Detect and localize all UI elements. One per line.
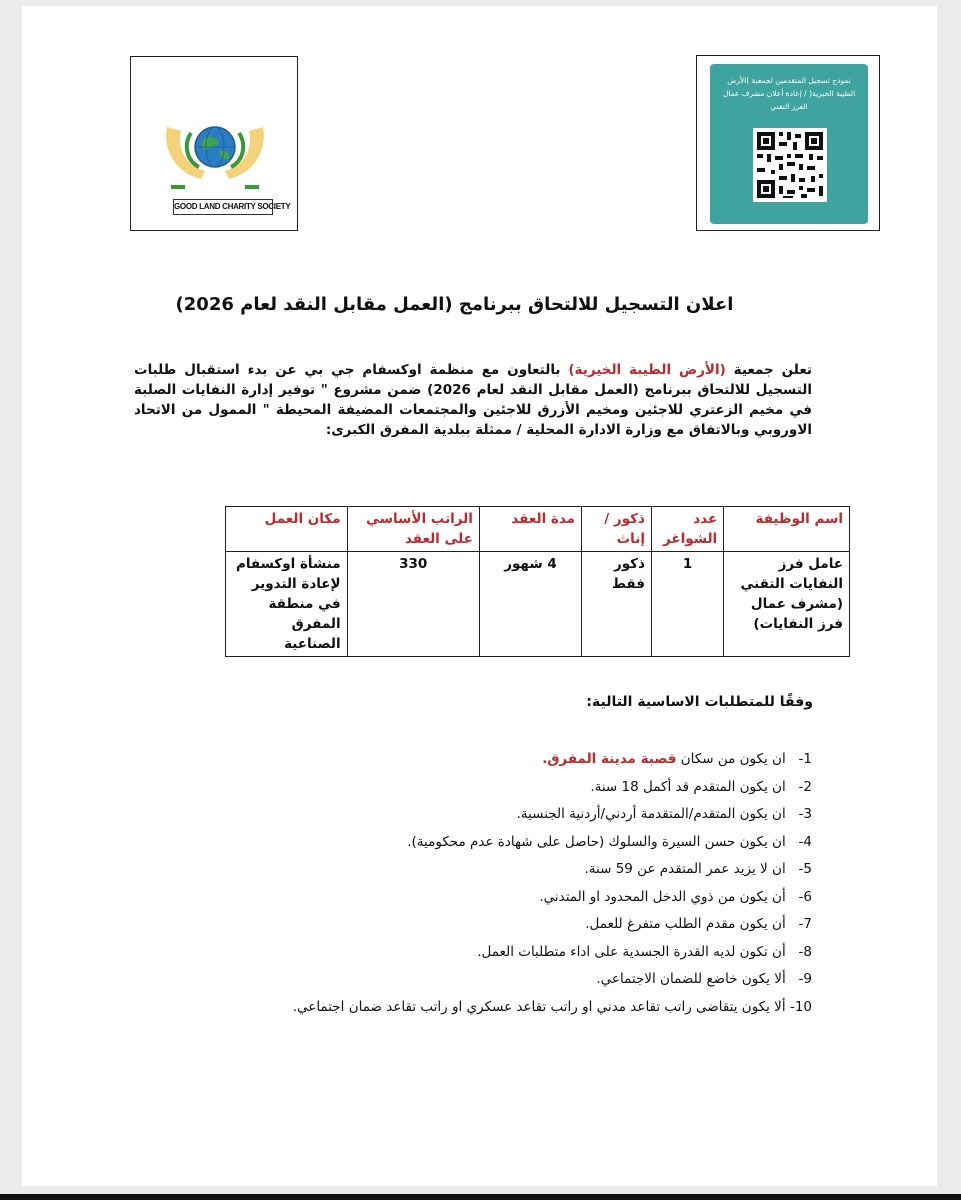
item-text: ان يكون حسن السيرة والسلوك (حاصل على شهادة عدم محكومية). xyxy=(407,833,786,850)
intro-paragraph xyxy=(134,360,812,440)
globe-hands-logo-icon xyxy=(161,117,269,197)
cell-basic-salary: 330 xyxy=(347,552,479,657)
item-text: ان يكون المتقدم/المتقدمة أردني/أردنية الجنسية. xyxy=(516,806,786,822)
item-text: ألا يكون يتقاضى راتب تقاعد مدني او راتب تقاعد عسكري او راتب تقاعد ضمان اجتماعي. xyxy=(292,998,786,1015)
announcement-title: اعلان التسجيل للالتحاق ببرنامج (العمل مقابل النقد لعام 2026) xyxy=(175,294,734,315)
item-text: ان يكون المتقدم قد أكمل 18 سنة. xyxy=(590,778,786,795)
cell-work-location: منشأة اوكسفام لإعادة التدوير في منطقة المفرق الصناعية xyxy=(226,552,348,657)
charity-name: (الأرض الطيبة الخيرية) xyxy=(568,362,726,378)
list-item xyxy=(112,748,812,776)
list-item xyxy=(112,996,812,1024)
list-item xyxy=(112,913,812,941)
cell-vacancies: 1 xyxy=(651,552,723,657)
registration-qr-box xyxy=(696,55,880,231)
list-item xyxy=(112,941,812,969)
header-job-title: اسم الوظيفة xyxy=(724,507,850,552)
item-number: 3- xyxy=(798,806,812,822)
item-text: ألا يكون خاضع للضمان الاجتماعي. xyxy=(596,971,786,987)
item-text: أن تكون لديه القدرة الجسدية على اداء متطلبات العمل. xyxy=(477,943,786,960)
item-highlight: قصبة مدينة المفرق. xyxy=(542,751,677,767)
qr-card-text: نموذج تسجيل المتقدمين لجمعية )الأرض الطيبة الخيرية( / إعادة أعلان مشرف عمال الفرز التقني xyxy=(722,76,856,111)
item-text: أن يكون مقدم الطلب متفرغ للعمل. xyxy=(585,916,786,932)
list-item xyxy=(112,803,812,831)
qr-code-icon[interactable] xyxy=(753,128,827,202)
item-text: أن يكون من ذوي الدخل المحدود او المتدني. xyxy=(539,888,786,905)
cell-gender: ذكور فقط xyxy=(582,552,652,657)
table-row xyxy=(226,552,850,657)
list-item xyxy=(112,831,812,859)
document-page xyxy=(22,6,937,1186)
list-item xyxy=(112,886,812,914)
table-header-row xyxy=(226,507,850,552)
header-contract-duration: مدة العقد xyxy=(479,507,581,552)
requirements-list xyxy=(112,748,812,1023)
list-item xyxy=(112,968,812,996)
job-table xyxy=(225,506,850,657)
cell-contract-duration: 4 شهور xyxy=(479,552,581,657)
qr-card xyxy=(710,64,868,224)
cell-job-title: عامل فرز النفايات التقني (مشرف عمال فرز النفايات) xyxy=(724,552,850,657)
requirements-heading: وفقًا للمتطلبات الاساسية التالية: xyxy=(586,694,813,710)
bottom-edge xyxy=(0,1194,961,1200)
header-work-location: مكان العمل xyxy=(226,507,348,552)
logo-caption: GOOD LAND CHARITY SOCIETY xyxy=(173,199,273,215)
item-number: 6- xyxy=(798,888,812,905)
item-number: 4- xyxy=(798,833,812,850)
list-item xyxy=(112,776,812,804)
header-gender: ذكور / إناث xyxy=(582,507,652,552)
item-text: ان يكون من سكان xyxy=(676,751,786,767)
intro-text-1: تعلن جمعية xyxy=(725,362,813,378)
list-item xyxy=(112,858,812,886)
header-vacancies: عدد الشواغر xyxy=(651,507,723,552)
item-number: 5- xyxy=(798,861,812,877)
charity-logo-box xyxy=(130,56,298,231)
item-number: 7- xyxy=(798,916,812,932)
item-text: ان لا يزيد عمر المتقدم عن 59 سنة. xyxy=(584,861,786,877)
item-number: 8- xyxy=(798,943,812,960)
item-number: 2- xyxy=(798,778,812,795)
item-number: 10- xyxy=(789,998,812,1015)
item-number: 1- xyxy=(798,751,812,767)
intro-text-2: بالتعاون مع منظمة اوكسفام جي بي عن بدء استقبال طلبات التسجيل للالتحاق ببرنامج (العمل مقابل النقد لعام 2026) ضمن مشروع " توفير إدارة النفايات الصلبة في مخيم الزعتري للاجئين ومخيم الأزرق للاجئين والمجتمعات المضيفة المحيطة " الممول من الاتحاد الاوروبي وبالاتفاق مع وزارة الادارة المحلية / ممثلة ببلدية المفرق الكبرى: xyxy=(134,362,812,438)
item-number: 9- xyxy=(798,971,812,987)
header-basic-salary: الراتب الأساسي على العقد xyxy=(347,507,479,552)
